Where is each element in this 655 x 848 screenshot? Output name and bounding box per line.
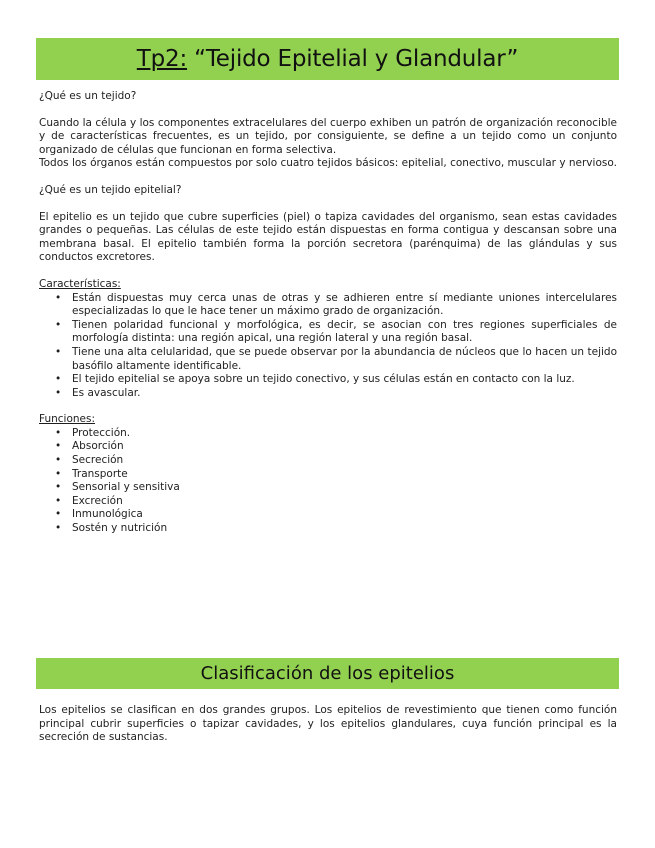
list-item: • Excreción [72,495,617,509]
epitelio-definition-paragraph: El epitelio es un tejido que cubre superficies (piel) o tapiza cavidades del organismo, sean estas cavidades grandes o pequeñas. Las células de este tejido están dispuestas en forma contigua y descansan sobre una membrana basal. El epitelio también forma la porción secretora (parénquima) de las glándulas y sus conductos excretores. [39,210,617,264]
list-item: • Protección. [72,427,617,441]
list-item: • Tienen polaridad funcional y morfológica, es decir, se asocian con tres regiones superficiales de morfología distinta: una región apical, una región lateral y una región basal. [72,319,617,346]
list-item: • Sostén y nutrición [72,522,617,536]
list-item: • Están dispuestas muy cerca unas de otras y se adhieren entre sí mediante uniones intercelulares especializadas lo que le hace tener un máximo grado de organización. [72,292,617,319]
caracteristicas-list [39,292,617,401]
list-item: • Sensorial y sensitiva [72,481,617,495]
funciones-heading: Funciones: [39,413,96,426]
list-item: • Secreción [72,454,617,468]
caracteristicas-heading: Características: [39,277,121,290]
question-tejido: ¿Qué es un tejido? [39,90,137,102]
page-title [36,38,619,80]
title-rest: “Tejido Epitelial y Glandular” [187,46,519,72]
list-item: • Inmunológica [72,508,617,522]
clasificacion-section [39,704,617,745]
list-item: • El tejido epitelial se apoya sobre un tejido conectivo, y sus células están en contacto con la luz. [72,373,617,387]
clasificacion-title: Clasificación de los epitelios [200,663,455,684]
funciones-list [39,427,617,536]
question-tejido-epitelial: ¿Qué es un tejido epitelial? [39,183,182,196]
intro-section [39,90,617,536]
tejido-definition-paragraph: Cuando la célula y los componentes extracelulares del cuerpo exhiben un patrón de organización reconocible y de características frecuentes, es un tejido, por consiguiente, se define a un tejido como un conjunto organizado de células que funcionan en forma selectiva. [39,116,617,156]
title-prefix: Tp2: [136,46,188,72]
tejidos-basicos-paragraph: Todos los órganos están compuestos por solo cuatro tejidos básicos: epitelial, conectivo, muscular y nervioso. [39,157,617,170]
title-banner [36,38,619,80]
clasificacion-paragraph: Los epitelios se clasifican en dos grandes grupos. Los epitelios de revestimiento que tienen como función principal cubrir superficies o tapizar cavidades, y los epitelios glandulares, cuya función principal es la secreción de sustancias. [39,704,617,744]
list-item: • Absorción [72,440,617,454]
clasificacion-banner [36,658,619,689]
list-item: • Es avascular. [72,387,617,401]
list-item: • Tiene una alta celularidad, que se puede observar por la abundancia de núcleos que lo hacen un tejido basófilo altamente identificable. [72,346,617,373]
list-item: • Transporte [72,468,617,482]
